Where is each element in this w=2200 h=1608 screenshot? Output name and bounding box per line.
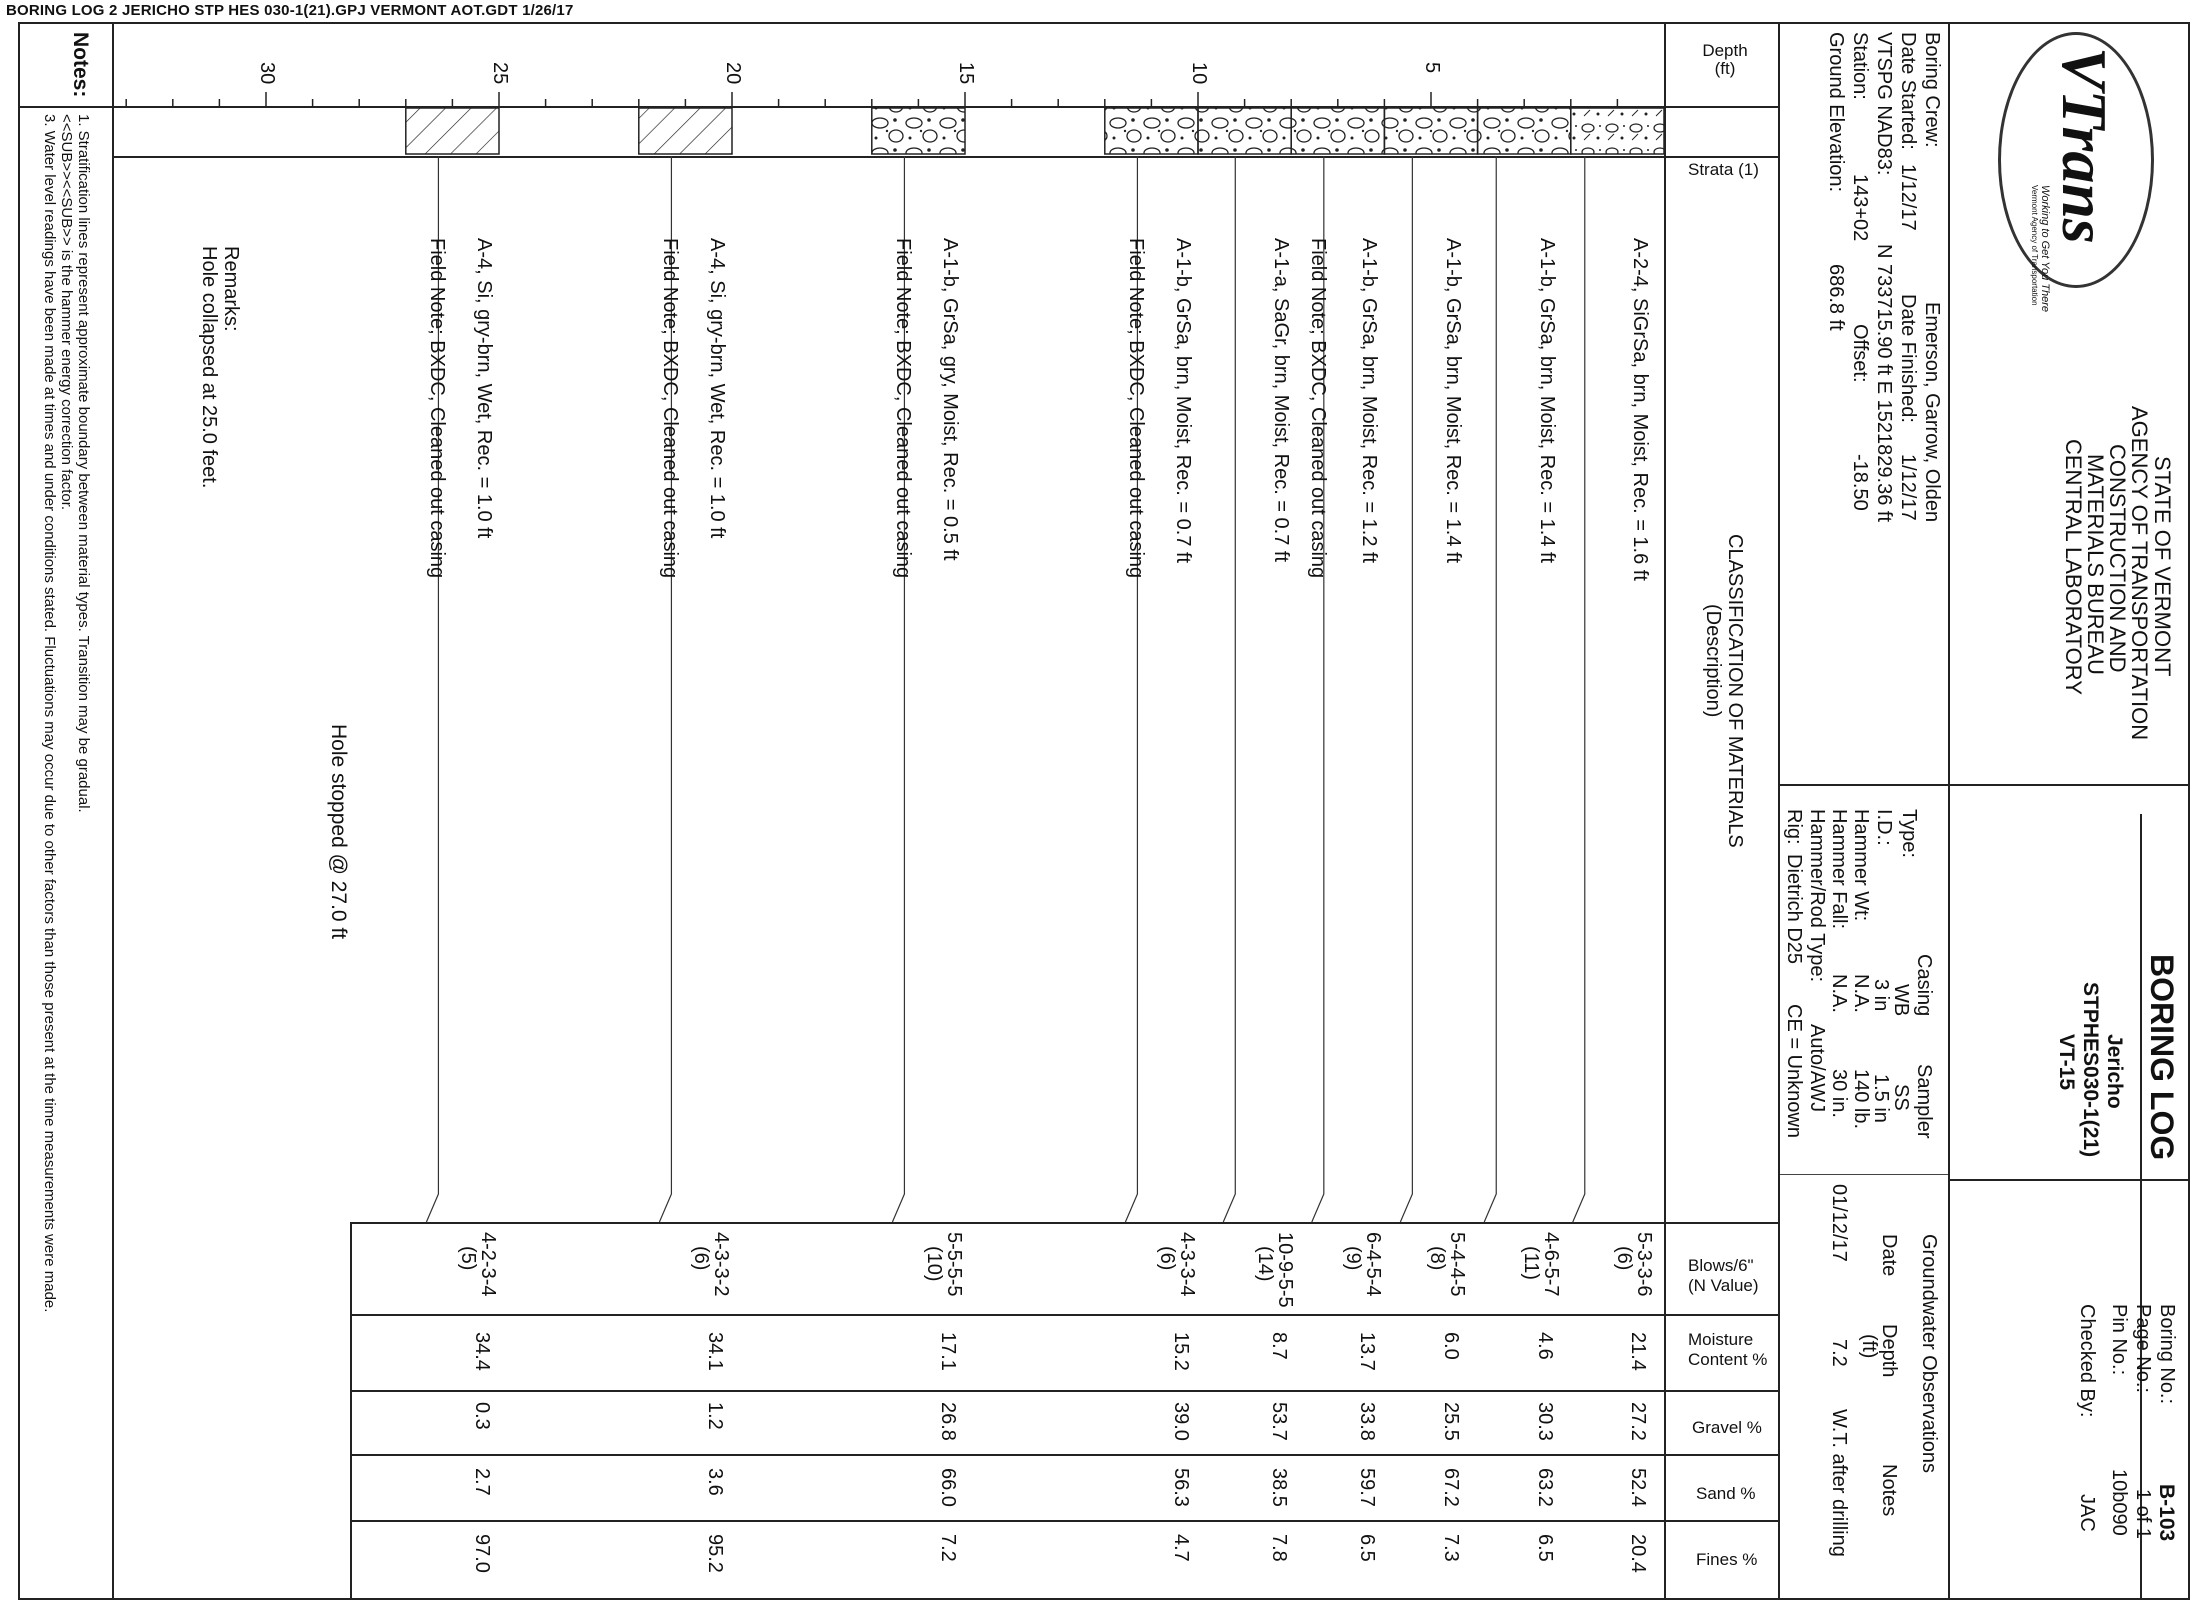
sand-value: 52.4 xyxy=(1626,1468,1649,1507)
gravel-value: 39.0 xyxy=(1170,1402,1193,1441)
offset-value: -18.50 xyxy=(1849,454,1871,511)
strata-band xyxy=(1198,108,1291,154)
log-body xyxy=(20,24,1664,1598)
ce-label: CE = Unknown xyxy=(1783,1004,1805,1138)
hammer-fall-sampler: 30 in. xyxy=(1828,1069,1850,1118)
sample-description: A-1-b, GrSa, brn, Moist, Rec. = 1.4 ft xyxy=(1535,238,1558,564)
hammer-wt-label: Hammer Wt: xyxy=(1850,809,1872,922)
note-1: 1. Stratification lines represent approximate boundary between material types. Transition may be gradual. xyxy=(75,114,92,813)
strata-band xyxy=(1478,108,1571,154)
sand-value: 56.3 xyxy=(1170,1468,1193,1507)
gw-date-value: 01/12/17 xyxy=(1828,1184,1850,1262)
fines-value: 4.7 xyxy=(1170,1534,1193,1562)
sample-description: A-4, Si, gry-brn, Wet, Rec. = 1.0 ft xyxy=(473,238,496,539)
moisture-col-sub: Content % xyxy=(1688,1350,1768,1369)
agency-line1: STATE OF VERMONT xyxy=(2150,456,2175,677)
field-note: Field Note; BXDC, Cleaned out casing xyxy=(426,238,449,579)
depth-col-unit: (ft) xyxy=(1714,59,1736,78)
station-label: Station: xyxy=(1849,32,1871,100)
date-started-label: Date Started: xyxy=(1897,32,1919,150)
fines-value: 6.5 xyxy=(1356,1534,1379,1562)
vtspg-label: VTSPG NAD83: xyxy=(1873,32,1895,176)
hammer-wt-casing: N.A. xyxy=(1850,974,1872,1013)
sand-col-label: Sand % xyxy=(1696,1484,1756,1503)
hammer-wt-sampler: 140 lb. xyxy=(1850,1069,1872,1130)
sample-description: A-4, Si, gry-brn, Wet, Rec. = 1.0 ft xyxy=(706,238,729,539)
blows-value: 6-4-5-4 xyxy=(1362,1232,1385,1297)
hole-stopped-note: Hole stopped @ 27.0 ft xyxy=(327,724,350,940)
fines-value: 6.5 xyxy=(1533,1534,1556,1562)
agency-line5: CENTRAL LABORATORY xyxy=(2061,439,2086,695)
type-label: Type: xyxy=(1898,809,1920,858)
remarks-label: Remarks: xyxy=(220,246,242,332)
fines-value: 7.2 xyxy=(937,1534,960,1562)
sample-description: A-1-b, GrSa, brn, Moist, Rec. = 1.4 ft xyxy=(1442,238,1465,564)
sample-description: A-2-4, SiGrSa, brn, Moist, Rec. = 1.6 ft xyxy=(1628,238,1651,581)
logo-agency: Vermont Agency of Transportation xyxy=(2030,185,2039,306)
sample-description: A-1-b, GrSa, gry, Moist, Rec. = 0.5 ft xyxy=(939,238,962,561)
blows-value: 5-4-4-5 xyxy=(1446,1232,1469,1297)
boring-no: B-103 xyxy=(2155,1484,2178,1542)
blows-col-sub: (N Value) xyxy=(1688,1276,1759,1295)
remarks-text: Hole collapsed at 25.0 feet. xyxy=(198,246,220,489)
fines-value: 95.2 xyxy=(704,1534,727,1573)
fines-value: 7.8 xyxy=(1267,1534,1290,1562)
sample-bracket xyxy=(1223,156,1235,1222)
n-value: (6) xyxy=(690,1246,713,1271)
blows-value: 4-6-5-7 xyxy=(1539,1232,1562,1297)
agency-line2: AGENCY OF TRANSPORTATION xyxy=(2127,406,2152,741)
sand-value: 59.7 xyxy=(1356,1468,1379,1507)
doc-title: BORING LOG xyxy=(2144,954,2180,1161)
field-note: Field Note; BXDC, Cleaned out casing xyxy=(1307,238,1330,579)
depth-tick-label: 20 xyxy=(722,62,744,85)
strata-band xyxy=(872,108,965,154)
gw-notes-value: W.T. after drilling xyxy=(1828,1409,1850,1557)
hammer-rod-label: Hammer/Rod Type: xyxy=(1806,809,1828,983)
sand-value: 63.2 xyxy=(1533,1468,1556,1507)
station-value: 143+02 xyxy=(1849,174,1871,242)
sand-value: 2.7 xyxy=(471,1468,494,1496)
sample-description: A-1-b, GrSa, brn, Moist, Rec. = 1.2 ft xyxy=(1358,238,1381,564)
moisture-value: 6.0 xyxy=(1440,1332,1463,1360)
hammer-rod-value: Auto/AWJ xyxy=(1806,1024,1828,1113)
sample-bracket xyxy=(1573,156,1585,1222)
vtrans-logo xyxy=(1998,32,2154,312)
sample-description: A-1-b, GrSa, brn, Moist, Rec. = 0.7 ft xyxy=(1172,238,1195,564)
gw-depth-header: Depth xyxy=(1878,1324,1900,1378)
blows-value: 5-5-5-5 xyxy=(943,1232,966,1297)
strata-band xyxy=(639,108,732,154)
fines-value: 97.0 xyxy=(471,1534,494,1573)
elevation-value: 686.8 ft xyxy=(1825,264,1847,331)
title-block xyxy=(1778,24,2190,1598)
blows-value: 5-3-3-6 xyxy=(1632,1232,1655,1297)
moisture-value: 21.4 xyxy=(1626,1332,1649,1371)
field-note: Field Note; BXDC, Cleaned out casing xyxy=(659,238,682,579)
moisture-value: 8.7 xyxy=(1267,1332,1290,1360)
offset-label: Offset: xyxy=(1849,324,1871,383)
depth-tick-label: 30 xyxy=(256,62,278,85)
fines-value: 7.3 xyxy=(1440,1534,1463,1562)
sand-value: 3.6 xyxy=(704,1468,727,1496)
boring-no-label: Boring No.: xyxy=(2156,1304,2178,1405)
field-note: Field Note; BXDC, Cleaned out casing xyxy=(892,238,915,579)
n-value: (9) xyxy=(1342,1246,1365,1271)
n-value: (14) xyxy=(1253,1246,1276,1282)
gravel-value: 0.3 xyxy=(471,1402,494,1430)
route-name: VT-15 xyxy=(2055,1034,2078,1091)
page-no: 1 of 1 xyxy=(2132,1489,2154,1540)
sample-bracket xyxy=(1484,156,1496,1222)
classification-col-sub: (Description) xyxy=(1702,604,1724,718)
gw-notes-header: Notes xyxy=(1878,1464,1900,1517)
gravel-value: 30.3 xyxy=(1533,1402,1556,1441)
field-note: Field Note; BXDC, Cleaned out casing xyxy=(1125,238,1148,579)
fines-value: 20.4 xyxy=(1626,1534,1649,1573)
page-no-label: Page No.: xyxy=(2132,1304,2154,1393)
moisture-value: 34.1 xyxy=(704,1332,727,1371)
hammer-fall-casing: N.A. xyxy=(1828,974,1850,1013)
gw-date-header: Date xyxy=(1878,1234,1900,1277)
agency-line4: MATERIALS BUREAU xyxy=(2083,454,2108,675)
depth-tick-label: 25 xyxy=(489,62,511,85)
blows-value: 4-3-3-2 xyxy=(710,1232,733,1297)
crew-label: Boring Crew: xyxy=(1921,32,1943,148)
sample-bracket xyxy=(1400,156,1412,1222)
groundwater-title: Groundwater Observations xyxy=(1918,1234,1940,1474)
pin-no: 10b090 xyxy=(2108,1469,2130,1536)
blows-value: 4-2-3-4 xyxy=(477,1232,500,1297)
log-graphics xyxy=(20,24,1664,1598)
n-value: (8) xyxy=(1426,1246,1449,1271)
strata-band xyxy=(1384,108,1477,154)
gw-depth-unit: (ft) xyxy=(1858,1334,1880,1359)
n-value: (6) xyxy=(1156,1246,1179,1271)
gravel-value: 25.5 xyxy=(1440,1402,1463,1441)
classification-col-label: CLASSIFICATION OF MATERIALS xyxy=(1724,534,1746,848)
rig-value: Dietrich D25 xyxy=(1783,854,1805,965)
crew-value: Emerson, Garrow, Olden xyxy=(1921,302,1943,523)
sampler-header: Sampler xyxy=(1913,1064,1935,1139)
hammer-fall-label: Hammer Fall: xyxy=(1828,809,1850,930)
notes-strip xyxy=(20,24,112,1598)
sample-description: A-1-a, SaGr, brn, Moist, Rec. = 0.7 ft xyxy=(1269,238,1292,563)
gw-depth-value: 7.2 xyxy=(1828,1339,1850,1367)
date-finished-label: Date Finished: xyxy=(1897,294,1919,423)
depth-tick-label: 10 xyxy=(1188,62,1210,85)
sand-value: 67.2 xyxy=(1440,1468,1463,1507)
gravel-value: 1.2 xyxy=(704,1402,727,1430)
strata-band xyxy=(406,108,499,154)
project-name: Jericho xyxy=(2103,1034,2126,1109)
boring-log-sheet xyxy=(18,22,2190,1600)
logo-tagline: Working to Get You There xyxy=(2039,185,2051,312)
moisture-value: 4.6 xyxy=(1533,1332,1556,1360)
checked-by-label: Checked By: xyxy=(2076,1304,2098,1418)
moisture-value: 17.1 xyxy=(937,1332,960,1371)
strata-band xyxy=(1105,108,1198,154)
n-value: (5) xyxy=(457,1246,480,1271)
agency-line3: CONSTRUCTION AND xyxy=(2105,444,2130,673)
elevation-label: Ground Elevation: xyxy=(1825,32,1847,193)
n-value: (10) xyxy=(923,1246,946,1282)
date-started: 1/12/17 xyxy=(1897,164,1919,231)
moisture-value: 15.2 xyxy=(1170,1332,1193,1371)
depth-tick-label: 15 xyxy=(955,62,977,85)
type-sampler: SS xyxy=(1890,1084,1912,1111)
fines-col-label: Fines % xyxy=(1696,1550,1758,1569)
strata-band xyxy=(1571,108,1664,154)
gravel-value: 26.8 xyxy=(937,1402,960,1441)
depth-tick-label: 5 xyxy=(1421,62,1443,74)
n-value: (6) xyxy=(1612,1246,1635,1271)
gravel-value: 27.2 xyxy=(1626,1402,1649,1441)
note-2: <<SUB>><<SUB>> is the hammer energy correction factor. xyxy=(58,114,75,511)
notes-label: Notes: xyxy=(69,32,92,98)
blows-value: 10-9-5-5 xyxy=(1273,1232,1296,1308)
vtspg-value: N 733715.90 ft E 1521829.36 ft xyxy=(1873,244,1895,522)
file-header-line: BORING LOG 2 JERICHO STP HES 030-1(21).GPJ VERMONT AOT.GDT 1/26/17 xyxy=(6,2,574,19)
strata-band xyxy=(1291,108,1384,154)
sand-value: 38.5 xyxy=(1267,1468,1290,1507)
project-number: STPHES030-1(21) xyxy=(2079,982,2102,1158)
gravel-col-label: Gravel % xyxy=(1692,1418,1762,1437)
pin-no-label: Pin No.: xyxy=(2108,1304,2130,1376)
sand-value: 66.0 xyxy=(937,1468,960,1507)
strata-col-label: Strata (1) xyxy=(1688,160,1759,179)
n-value: (11) xyxy=(1519,1246,1542,1281)
casing-header: Casing xyxy=(1913,954,1935,1017)
moisture-value: 13.7 xyxy=(1356,1332,1379,1371)
id-label: I.D.: xyxy=(1873,809,1895,846)
gravel-value: 53.7 xyxy=(1267,1402,1290,1441)
id-sampler: 1.5 in xyxy=(1870,1074,1892,1123)
note-3: 3. Water level readings have been made at times and under conditions stated. Fluctuations may occur due to other factors than those present at the time measurements were made. xyxy=(41,114,58,1313)
logo-brand: VTrans xyxy=(2049,47,2120,244)
moisture-value: 34.4 xyxy=(471,1332,494,1371)
type-casing: WB xyxy=(1890,984,1912,1017)
checked-by: JAC xyxy=(2076,1494,2098,1532)
date-finished: 1/12/17 xyxy=(1897,454,1919,521)
moisture-col-label: Moisture xyxy=(1688,1330,1754,1349)
id-casing: 3 in xyxy=(1870,979,1892,1012)
blows-value: 4-3-3-4 xyxy=(1176,1232,1199,1297)
depth-col-label: Depth xyxy=(1702,41,1748,60)
rig-label: Rig: xyxy=(1783,809,1805,845)
gravel-value: 33.8 xyxy=(1356,1402,1379,1441)
column-headers xyxy=(1664,24,1780,1598)
blows-col-label: Blows/6" xyxy=(1688,1256,1754,1275)
